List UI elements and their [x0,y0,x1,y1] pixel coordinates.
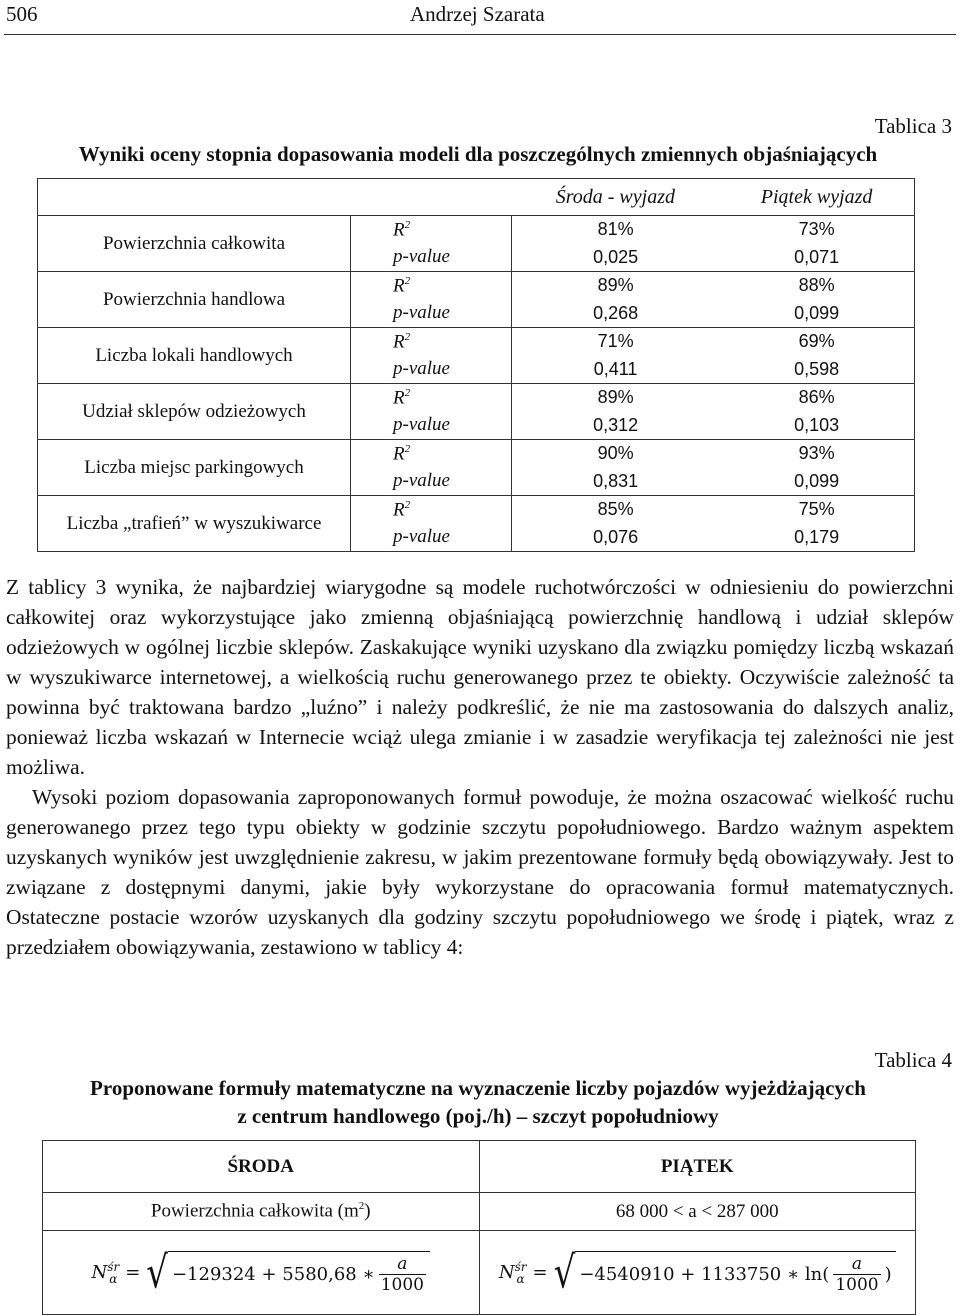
col-header-friday: Piątek wyjazd [719,179,914,216]
running-header-author: Andrzej Szarata [410,2,545,26]
page-number: 506 [6,2,38,26]
stat-label-r2: $R^2$ [351,384,512,412]
formula-symbol: N śr α [498,1259,527,1286]
stat-label-p: p-value [351,468,512,496]
p-friday: 0,103 [719,412,914,440]
range-right: 68 000 < a < 287 000 [479,1193,916,1231]
p-wednesday: 0,268 [593,302,639,323]
r2-wednesday: 85% [512,496,720,524]
row-label: Powierzchnia handlowa [38,272,351,328]
r2-wednesday: 71% [512,328,720,356]
header-rule [4,34,956,35]
p-friday: 0,598 [719,356,914,384]
stat-label-r2: $R^2$ [351,440,512,468]
r2-wednesday: 81% [512,216,720,244]
p-wednesday: 0,411 [593,358,638,379]
r2-wednesday: 89% [512,272,720,300]
row-label: Liczba miejsc parkingowych [38,440,351,496]
table-row [38,440,915,468]
p-wednesday: 0,312 [593,414,639,435]
paragraph-1: Z tablicy 3 wynika, że najbardziej wiarygodne są modele ruchotwórczości w odniesieniu do powierzchni całkowitej oraz wykorzystujące jako zmienną objaśniającą powierzchnię handlową i udział sklepów odzieżowych w ogólnej liczbie sklepów. Zaskakujące wyniki uzyskano dla związku pomiędzy liczbą wskazań w wyszukiwarce internetowej, a wielkością ruchu generowanego przez te obiekty. Oczywiście zależność ta powinna być traktowana bardzo „luźno” i należy podkreślić, że nie ma zastosowania do dalszych analiz, ponieważ liczba wskazań w Internecie wciąż ulega zmianie i w zasadzie weryfikacja tej zależności nie jest możliwa. [6,575,954,779]
table4-header-row [43,1141,916,1193]
table-row [38,384,915,412]
table3 [37,178,915,552]
paragraph-2: Wysoki poziom dopasowania zaproponowanych formuł powoduje, że można oszacować wielkość ruchu generowanego przez tego typu obiekty w godzinie szczytu popołudniowego. Bardzo ważnym aspektem uzyskanych wyników jest uwzględnienie zakresu, w jakim prezentowane formuły będą obowiązywały. Jest to związane z dostępnymi danymi, jakie były wykorzystane do opracowania formuł matematycznych. Ostateczne postacie wzorów uzyskanych dla godziny szczytu popołudniowego we środę i piątek, wraz z przedziałem obowiązywania, zestawiono w tablicy 4: [6,785,954,959]
table4-range-row [43,1193,916,1231]
row-label: Powierzchnia całkowita [38,216,351,272]
table-row [38,216,915,244]
p-wednesday: 0,076 [512,524,720,552]
stat-label-r2: $R^2$ [351,272,512,300]
header-friday: PIĄTEK [479,1141,916,1193]
stat-label-r2: $R^2$ [351,496,512,524]
table3-number: Tablica 3 [874,114,952,138]
table-row [38,328,915,356]
formula-symbol: N śr α [91,1259,120,1286]
r2-friday: 73% [719,216,914,244]
table4-title-line2: z centrum handlowego (poj./h) – szczyt popołudniowy [237,1104,719,1128]
r2-friday: 88% [719,272,914,300]
r2-friday: 69% [719,328,914,356]
stat-label-p: p-value [351,412,512,440]
table4 [42,1140,916,1315]
row-label: Udział sklepów odzieżowych [38,384,351,440]
sqrt-symbol: √ −129324 + 5580,68 ∗ $\frac{a}{1000}$ [146,1251,430,1295]
r2-friday: 75% [719,496,914,524]
col-header-wednesday: Środa - wyjazd [512,179,720,216]
range-left: Powierzchnia całkowita $(m^2)$ [43,1193,480,1231]
fraction: $\frac{a}{1000}$ [380,1253,424,1295]
r2-friday: 93% [719,440,914,468]
row-label: Liczba „trafień” w wyszukiwarce [38,496,351,552]
table4-title-line1: Proponowane formuły matematyczne na wyznaczenie liczby pojazdów wyjeżdżających [90,1076,866,1100]
table3-header-row [38,179,915,216]
formula-wednesday: N śr α = √ −129324 + 5580,68 ∗ $\frac{a}{1000}$ [43,1231,480,1315]
stat-label-p: p-value [351,244,512,272]
p-wednesday: 0,831 [593,470,639,491]
stat-label-p: p-value [351,356,512,384]
header-wednesday: ŚRODA [43,1141,480,1193]
body-text [6,572,954,962]
stat-label-p: p-value [351,524,512,552]
p-wednesday: 0,025 [593,246,639,267]
stat-label-p: p-value [351,300,512,328]
sqrt-symbol: √ −4540910 + 1133750 ∗ ln( $\frac{a}{1000}$ ) [554,1251,896,1295]
p-friday: 0,179 [719,524,914,552]
p-friday: 0,071 [719,244,914,272]
r2-wednesday: 90% [512,440,720,468]
formula-friday: N śr α = √ −4540910 + 1133750 ∗ ln( $\frac{a}{1000}$ ) [479,1231,916,1315]
stat-label-r2: $R^2$ [351,216,512,244]
table4-formula-row [43,1231,916,1315]
table4-number: Tablica 4 [874,1048,952,1072]
stat-label-r2: $R^2$ [351,328,512,356]
table3-title: Wyniki oceny stopnia dopasowania modeli dla poszczególnych zmiennych objaśniających [78,142,878,166]
p-friday: 0,099 [719,300,914,328]
row-label: Liczba lokali handlowych [38,328,351,384]
r2-wednesday: 89% [512,384,720,412]
fraction: $\frac{a}{1000}$ [835,1253,879,1295]
r2-friday: 86% [719,384,914,412]
table-row [38,496,915,524]
table-row [38,272,915,300]
p-friday: 0,099 [719,468,914,496]
